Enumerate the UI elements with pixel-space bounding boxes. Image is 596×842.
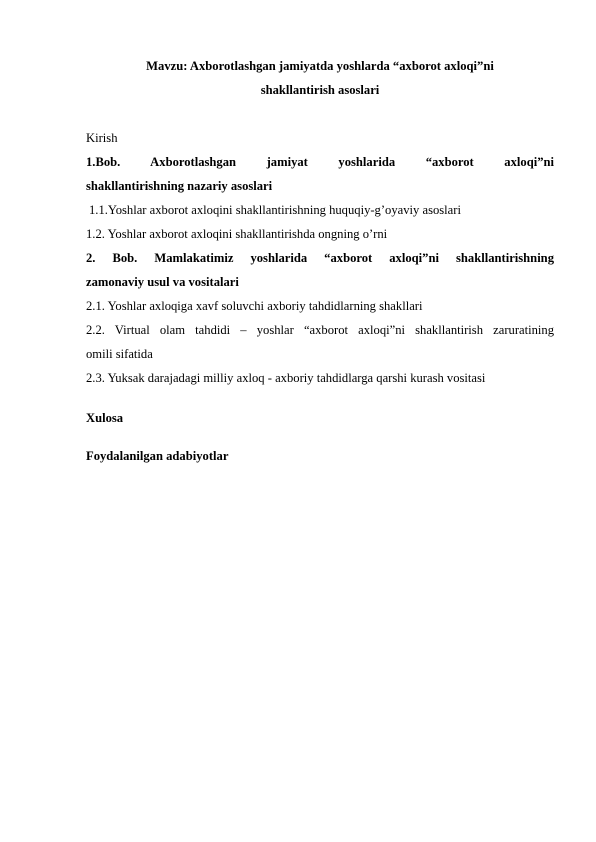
toc-chapter-2-line-2: zamonaviy usul va vositalari: [86, 275, 239, 289]
spacer: [86, 430, 554, 444]
toc-section-2-3: 2.3. Yuksak darajadagi milliy axloq - axboriy tahdidlarga qarshi kurash vositasi: [86, 371, 486, 385]
title-line-1: Mavzu: Axborotlashgan jamiyatda yoshlarda “axborot axloqi”ni: [146, 59, 494, 73]
title-line-2: shakllantirish asoslari: [260, 83, 380, 97]
toc-section-2-1: 2.1. Yoshlar axloqiga xavf soluvchi axboriy tahdidlarning shakllari: [86, 299, 423, 313]
toc-section-2-2-line-2: omili sifatida: [86, 347, 153, 361]
document-title: [86, 54, 554, 102]
spacer: [86, 390, 554, 406]
toc-section-2-2-line-1: 2.2. Virtual olam tahdidi – yoshlar “axborot axloqi”ni shakllantirish zaruratining: [86, 323, 554, 337]
document-content: [86, 54, 554, 468]
toc-chapter-2-line-1: 2. Bob. Mamlakatimiz yoshlarida “axborot axloqi”ni shakllantirishning: [86, 251, 554, 265]
toc-chapter-1-line-2: shakllantirishning nazariy asoslari: [86, 179, 273, 193]
toc-conclusion: Xulosa: [86, 411, 124, 425]
spacer: [86, 102, 554, 126]
toc-section-1-1: 1.1.Yoshlar axborot axloqini shakllantirishning huquqiy-g’oyaviy asoslari: [89, 203, 461, 217]
toc-intro: Kirish: [86, 131, 118, 145]
toc-references: Foydalanilgan adabiyotlar: [86, 449, 229, 463]
toc-chapter-1-line-1: 1.Bob. Axborotlashgan jamiyat yoshlarida “axborot axloqi”ni: [86, 155, 554, 169]
toc-section-1-2: 1.2. Yoshlar axborot axloqini shakllantirishda ongning o’rni: [86, 227, 388, 241]
